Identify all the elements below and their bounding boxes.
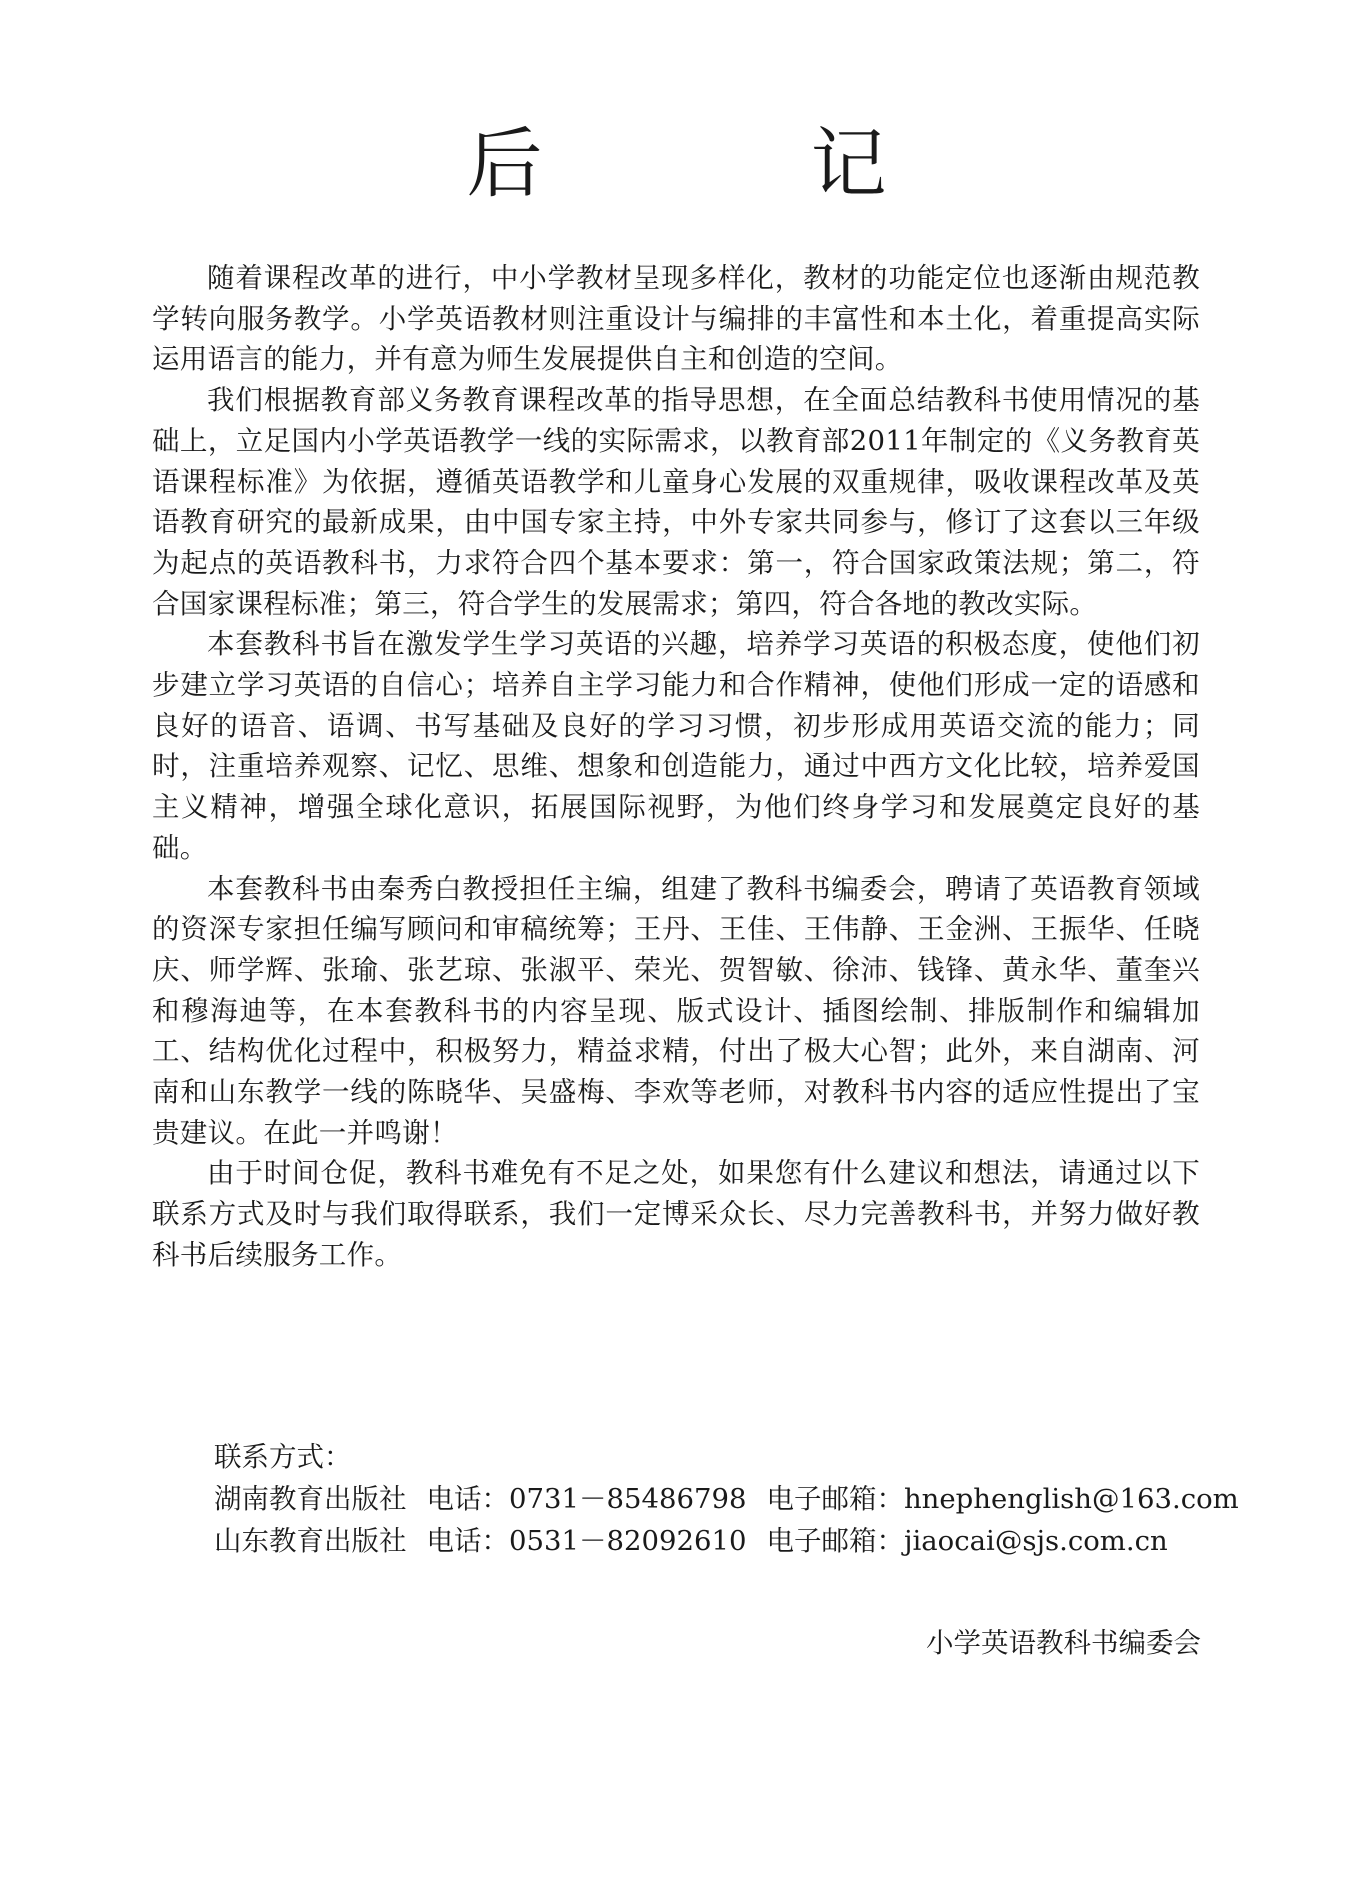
paragraph-3: 本套教科书旨在激发学生学习英语的兴趣，培养学习英语的积极态度，使他们初步建立学习英语的自信心；培养自主学习能力和合作精神，使他们形成一定的语感和良好的语音、语调、书写基础及良好的学习习惯，初步形成用英语交流的能力；同时，注重培养观察、记忆、思维、想象和创造能力，通过中西方文化比较，培养爱国主义精神，增强全球化意识，拓展国际视野，为他们终身学习和发展奠定良好的基础。 bbox=[152, 628, 1200, 864]
paragraph-5: 由于时间仓促，教科书难免有不足之处，如果您有什么建议和想法，请通过以下联系方式及时与我们取得联系，我们一定博采众长、尽力完善教科书，并努力做好教科书后续服务工作。 bbox=[152, 1157, 1200, 1271]
publisher-name: 山东教育出版社 bbox=[214, 1525, 407, 1557]
page-title: 后 记 bbox=[466, 119, 983, 208]
paragraph-1: 随着课程改革的进行，中小学教材呈现多样化，教材的功能定位也逐渐由规范教学转向服务教学。小学英语教材则注重设计与编排的丰富性和本土化，着重提高实际运用语言的能力，并有意为师生发展提供自主和创造的空间。 bbox=[152, 262, 1200, 376]
paragraph-4: 本套教科书由秦秀白教授担任主编，组建了教科书编委会，聘请了英语教育领域的资深专家担任编写顾问和审稿统筹；王丹、王佳、王伟静、王金洲、王振华、任晓庆、师学辉、张瑜、张艺琼、张淑平、荣光、贺智敏、徐沛、钱锋、黄永华、董奎兴和穆海迪等，在本套教科书的内容呈现、版式设计、插图绘制、排版制作和编辑加工、结构优化过程中，积极努力，精益求精，付出了极大心智；此外，来自湖南、河南和山东教学一线的陈晓华、吴盛梅、李欢等老师，对教科书内容的适应性提出了宝贵建议。在此一并鸣谢！ bbox=[152, 872, 1200, 1149]
contact-block bbox=[214, 1436, 1239, 1562]
contact-row-hunan bbox=[214, 1478, 1239, 1520]
email-address: jiaocai@sjs.com.cn bbox=[903, 1525, 1168, 1557]
body-text bbox=[152, 258, 1200, 1276]
email-address: hnephenglish@163.com bbox=[903, 1483, 1239, 1515]
phone-label: 电话： bbox=[426, 1483, 509, 1515]
email-label: 电子邮箱： bbox=[766, 1483, 904, 1515]
phone-number: 0731－85486798 bbox=[509, 1483, 747, 1515]
signature: 小学英语教科书编委会 bbox=[926, 1627, 1201, 1659]
contact-row-shandong bbox=[214, 1520, 1239, 1562]
publisher-name: 湖南教育出版社 bbox=[214, 1483, 407, 1515]
phone-number: 0531－82092610 bbox=[509, 1525, 747, 1557]
phone-label: 电话： bbox=[426, 1525, 509, 1557]
contact-heading: 联系方式： bbox=[214, 1441, 352, 1473]
email-label: 电子邮箱： bbox=[766, 1525, 904, 1557]
paragraph-2: 我们根据教育部义务教育课程改革的指导思想，在全面总结教科书使用情况的基础上，立足国内小学英语教学一线的实际需求，以教育部2011年制定的《义务教育英语课程标准》为依据，遵循英语教学和儿童身心发展的双重规律，吸收课程改革及英语教育研究的最新成果，由中国专家主持，中外专家共同参与，修订了这套以三年级为起点的英语教科书，力求符合四个基本要求：第一，符合国家政策法规；第二，符合国家课程标准；第三，符合学生的发展需求；第四，符合各地的教改实际。 bbox=[152, 384, 1200, 620]
